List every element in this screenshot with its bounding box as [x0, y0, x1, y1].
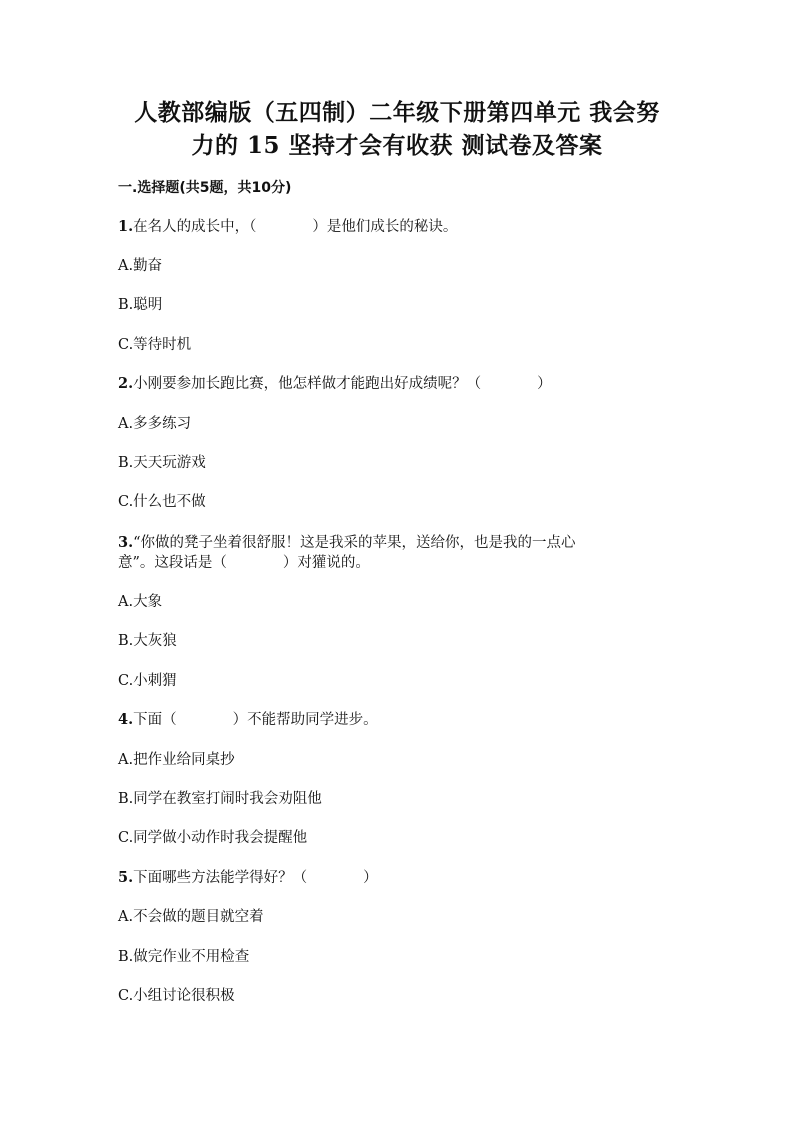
- question-text: 意”。这段话是（: [118, 555, 227, 571]
- question-1-option-b: B.聪明: [118, 297, 163, 313]
- question-1-option-c: C.等待时机: [118, 337, 192, 353]
- question-text: 在名人的成长中，（: [133, 219, 257, 235]
- question-4-stem: [118, 710, 378, 730]
- question-3-option-c: C.小刺猬: [118, 673, 177, 689]
- question-5-option-b: B.做完作业不用检查: [118, 949, 250, 965]
- question-1-option-a: A.勤奋: [118, 258, 163, 274]
- question-text: ）: [537, 376, 552, 392]
- question-text: ）对獾说的。: [282, 555, 370, 571]
- question-4-option-a: A.把作业给同桌抄: [118, 752, 235, 768]
- document-title-line-2: 力的 15 坚持才会有收获 测试卷及答案: [191, 132, 603, 159]
- question-4-option-c: C.同学做小动作时我会提醒他: [118, 830, 308, 846]
- document-title-line-1: 人教部编版（五四制）二年级下册第四单元 我会努: [134, 99, 660, 126]
- question-text: ）不能帮助同学进步。: [232, 712, 378, 728]
- question-4-option-b: B.同学在教室打闹时我会劝阻他: [118, 791, 322, 807]
- question-2-option-a: A.多多练习: [118, 416, 192, 432]
- question-text: ）是他们成长的秘诀。: [312, 219, 458, 235]
- question-number: 5.: [118, 869, 134, 886]
- question-2-option-c: C.什么也不做: [118, 494, 206, 510]
- question-number: 3.: [118, 534, 134, 551]
- question-2-option-b: B.天天玩游戏: [118, 455, 206, 471]
- question-5-stem: [118, 868, 378, 888]
- question-3-option-a: A.大象: [118, 594, 163, 610]
- question-text: ）: [363, 870, 378, 886]
- question-text: 下面哪些方法能学得好？（: [133, 870, 308, 886]
- question-number: 4.: [118, 711, 134, 728]
- question-text: 下面（: [133, 712, 177, 728]
- question-text: “你做的凳子坐着很舒服！这是我采的苹果，送给你，也是我的一点心: [133, 535, 576, 551]
- question-5-option-c: C.小组讨论很积极: [118, 988, 235, 1004]
- question-number: 2.: [118, 375, 134, 392]
- question-3-stem-line-1: [118, 533, 576, 553]
- question-3-option-b: B.大灰狼: [118, 633, 177, 649]
- section-heading: 一.选择题(共5题，共10分): [118, 180, 292, 196]
- question-2-stem: [118, 374, 552, 394]
- question-text: 小刚要参加长跑比赛，他怎样做才能跑出好成绩呢？（: [133, 376, 482, 392]
- question-3-stem-line-2: [118, 553, 370, 573]
- question-number: 1.: [118, 218, 134, 235]
- question-1-stem: [118, 217, 457, 237]
- question-5-option-a: A.不会做的题目就空着: [118, 909, 264, 925]
